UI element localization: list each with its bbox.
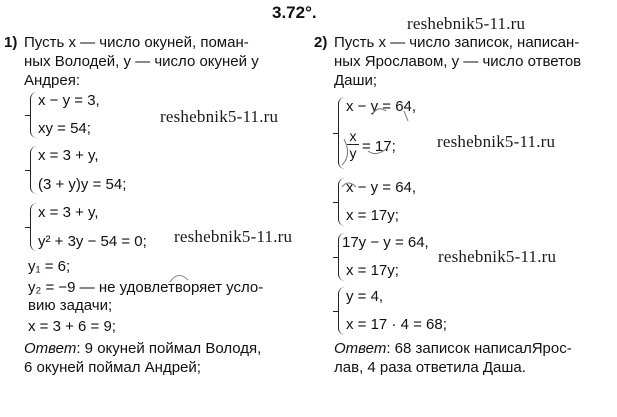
pencil-marks xyxy=(340,95,420,205)
pencil-mark xyxy=(368,149,386,154)
pencil-mark xyxy=(170,275,188,282)
answer-text: : 68 записок написалЯрос- xyxy=(386,340,572,357)
part2-intro-line: Даши; xyxy=(334,72,378,89)
x-value: x = 3 + 6 = 9; xyxy=(28,318,116,335)
system-brace xyxy=(338,287,345,335)
part1-answer xyxy=(24,340,261,358)
part2-label: 2) xyxy=(314,34,328,51)
part1-intro-line: Пусть x — число окуней, поман- xyxy=(24,34,249,51)
equation: 17y − y = 64, xyxy=(342,234,429,251)
equation: x = 17y; xyxy=(346,207,399,224)
equation: x = 3 + y, xyxy=(38,147,99,164)
watermark: reshebnik5-11.ru xyxy=(174,227,293,246)
system-brace xyxy=(30,92,37,138)
part2-answer-cont: лав, 4 раза ответила Даша. xyxy=(334,359,526,376)
pencil-mark xyxy=(342,183,356,187)
equation: x − y = 64, xyxy=(346,179,417,196)
equation: y = 4, xyxy=(346,288,384,305)
pencil-mark xyxy=(404,111,408,121)
equation: x = 17 · 4 = 68; xyxy=(346,316,447,333)
part1-intro-line: Андрея: xyxy=(24,72,81,89)
answer-label: Ответ xyxy=(24,340,77,357)
part1-label: 1) xyxy=(4,34,18,51)
system-brace xyxy=(30,203,37,251)
y2-root-cont: вию задачи; xyxy=(28,297,113,314)
equation: x = 3 + y, xyxy=(38,204,99,221)
part1-intro-line: ных Володей, y — число окуней у xyxy=(24,53,259,70)
equation: y² + 3y − 54 = 0; xyxy=(38,233,147,250)
fraction-numerator: x xyxy=(349,128,357,144)
equation: x − y = 3, xyxy=(38,92,100,109)
part1-answer-cont: 6 окуней поймал Андрей; xyxy=(24,359,201,376)
watermark: reshebnik5-11.ru xyxy=(407,14,526,33)
system-brace xyxy=(30,146,37,194)
pencil-mark xyxy=(372,109,386,115)
watermark: reshebnik5-11.ru xyxy=(437,132,556,151)
part2-intro-line: Пусть x — число записок, написан- xyxy=(334,34,580,51)
equation: = 17; xyxy=(362,138,396,155)
y1-root: y₁ = 6; xyxy=(28,258,71,275)
answer-label: Ответ xyxy=(334,340,387,357)
answer-text: : 9 окуней поймал Володя, xyxy=(76,340,262,357)
equation: x = 17y; xyxy=(346,262,399,279)
equation: x − y = 64, xyxy=(346,98,417,115)
part2-answer xyxy=(334,340,572,358)
watermark: reshebnik5-11.ru xyxy=(438,247,557,266)
part2-intro-line: ных Ярославом, y — число ответов xyxy=(334,53,582,70)
pencil-marks xyxy=(168,270,192,288)
y2-root: y₂ = −9 — не удовлетворяет усло- xyxy=(28,279,264,296)
fraction-denominator: y xyxy=(349,145,357,161)
equation: (3 + y)y = 54; xyxy=(38,176,127,193)
problem-number: 3.72°. xyxy=(272,3,317,22)
pencil-mark xyxy=(342,139,348,165)
equation: xy = 54; xyxy=(38,120,91,137)
watermark: reshebnik5-11.ru xyxy=(160,107,279,126)
